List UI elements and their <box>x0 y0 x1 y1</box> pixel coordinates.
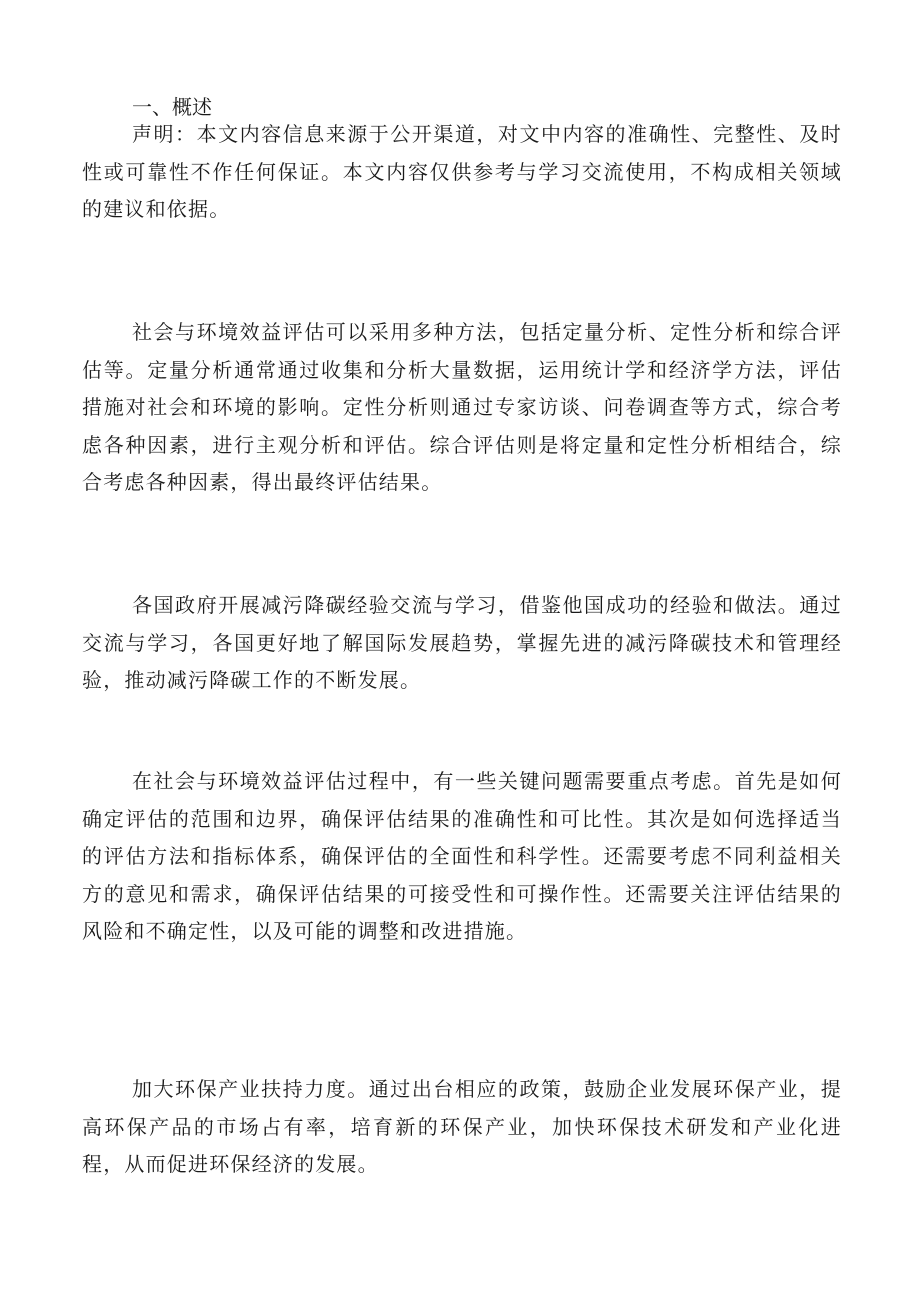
section-heading: 一、概述 <box>132 95 212 119</box>
disclaimer-paragraph: 声明：本文内容信息来源于公开渠道，对文中内容的准确性、完整性、及时性或可靠性不作任何保证。本文内容仅供参考与学习交流使用，不构成相关领域的建议和依据。 <box>82 122 842 221</box>
evaluation-methods-paragraph: 社会与环境效益评估可以采用多种方法，包括定量分析、定性分析和综合评估等。定量分析通常通过收集和分析大量数据，运用统计学和经济学方法，评估措施对社会和环境的影响。定性分析则通过专家访谈、问卷调查等方式，综合考虑各种因素，进行主观分析和评估。综合评估则是将定量和定性分析相结合，综合考虑各种因素，得出最终评估结果。 <box>82 320 842 494</box>
international-exchange-paragraph: 各国政府开展减污降碳经验交流与学习，借鉴他国成功的经验和做法。通过交流与学习，各国更好地了解国际发展趋势，掌握先进的减污降碳技术和管理经验，推动减污降碳工作的不断发展。 <box>82 593 842 692</box>
key-issues-paragraph: 在社会与环境效益评估过程中，有一些关键问题需要重点考虑。首先是如何确定评估的范围和边界，确保评估结果的准确性和可比性。其次是如何选择适当的评估方法和指标体系，确保评估的全面性和科学性。还需要考虑不同利益相关方的意见和需求，确保评估结果的可接受性和可操作性。还需要关注评估结果的风险和不确定性，以及可能的调整和改进措施。 <box>82 769 842 943</box>
industry-support-paragraph: 加大环保产业扶持力度。通过出台相应的政策，鼓励企业发展环保产业，提高环保产品的市场占有率，培育新的环保产业，加快环保技术研发和产业化进程，从而促进环保经济的发展。 <box>82 1077 842 1176</box>
